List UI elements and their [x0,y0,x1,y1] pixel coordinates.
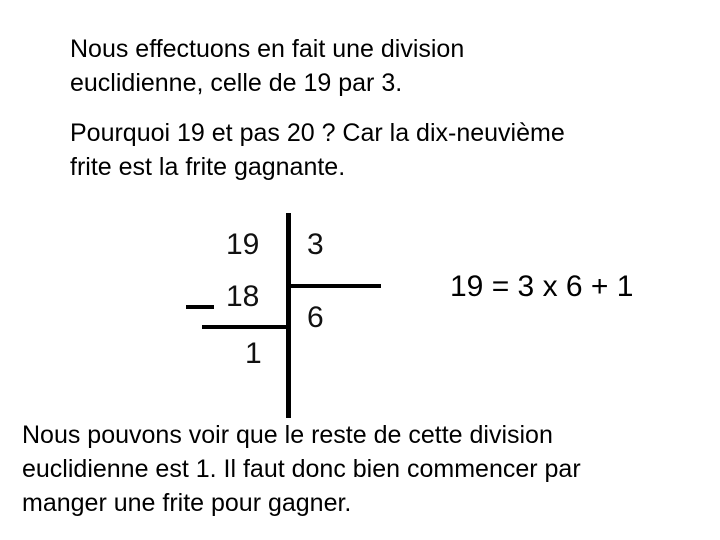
subtracted-product: 18 [226,280,260,313]
quotient: 6 [307,301,324,334]
division-vertical-bar [286,213,291,418]
remainder: 1 [245,337,262,370]
division-quotient-bar [289,284,381,288]
conclusion-line-2: euclidienne est 1. Il faut donc bien commencer par [22,455,581,483]
conclusion-paragraph [22,418,581,520]
euclidean-equation: 19 = 3 x 6 + 1 [450,270,634,303]
conclusion-line-1: Nous pouvons voir que le reste de cette division [22,421,553,449]
reason-line-2: frite est la frite gagnante. [70,153,346,181]
conclusion-line-3: manger une frite pour gagner. [22,489,352,517]
dividend: 19 [226,228,260,261]
division-subtraction-bar [202,325,286,329]
reason-line-1: Pourquoi 19 et pas 20 ? Car la dix-neuvième [70,119,565,147]
intro-line-2: euclidienne, celle de 19 par 3. [70,69,403,97]
minus-sign [186,305,214,309]
divisor: 3 [307,228,324,261]
intro-line-1: Nous effectuons en fait une division [70,35,465,63]
